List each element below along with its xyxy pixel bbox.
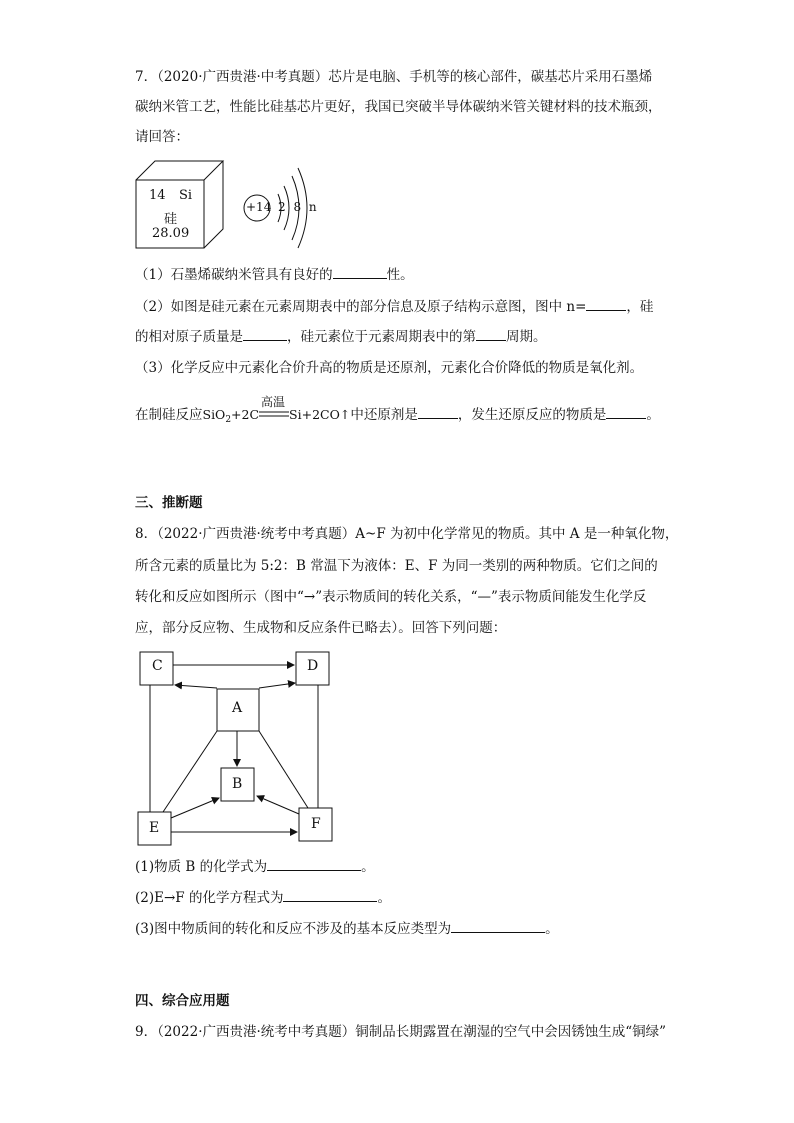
q7-sub-2b [135, 328, 547, 346]
node-c: C [152, 658, 163, 674]
q8-sub-1 [135, 858, 375, 876]
answer-blank[interactable] [283, 889, 377, 902]
q7-sub2a-text: （2）如图是硅元素在元素周期表中的部分信息及原子结构示意图，图中 n= [135, 299, 587, 315]
answer-blank[interactable] [586, 298, 626, 311]
eq-plus-c: +2C [231, 407, 260, 422]
q7-sub-3b [135, 395, 660, 429]
element-number: 14 [149, 188, 166, 203]
electron-shells: 2 8 n [278, 200, 319, 214]
eq-product: Si+2CO↑ [289, 407, 351, 422]
element-mass: 28.09 [152, 226, 190, 241]
q8-line-2: 所含元素的质量比为 5:2：B 常温下为液体：E、F 为同一类别的两种物质。它们之间的 [135, 558, 658, 574]
q7-sub1-tail: 性。 [386, 267, 414, 283]
q7-sub-3: （3）化学反应中元素化合价升高的物质是还原剂，元素化合价降低的物质是氧化剂。 [135, 360, 644, 376]
node-b: B [232, 776, 243, 792]
q7-sub3b-text: 在制硅反应 [135, 407, 203, 423]
q8-sub1-text: (1)物质 B 的化学式为 [135, 859, 268, 875]
q8-sub2-tail: 。 [377, 890, 391, 906]
node-f: F [311, 816, 321, 832]
q7-sub2b-text: 的相对原子质量是 [135, 329, 243, 345]
q7-line-2: 碳纳米管工艺，性能比硅基芯片更好，我国已突破半导体碳纳米管关键材料的技术瓶颈， [135, 99, 662, 115]
atom-structure-diagram [240, 158, 330, 258]
q7-sub2b-mid: ，硅元素位于元素周期表中的第 [287, 329, 476, 345]
equals-sign [259, 409, 289, 421]
element-name: 硅 [164, 212, 178, 227]
answer-blank[interactable] [243, 328, 287, 341]
q7-sub2a-tail: ，硅 [626, 299, 654, 315]
q8-sub3-tail: 。 [545, 921, 559, 937]
node-e: E [149, 820, 160, 836]
q7-line-1: 7．（2020·广西贵港·中考真题）芯片是电脑、手机等的核心部件，碳基芯片采用石墨烯 [135, 69, 653, 85]
answer-blank[interactable] [476, 328, 506, 341]
eq-subscript: 2 [225, 415, 232, 425]
q7-sub-2a [135, 298, 653, 316]
q7-line-3: 请回答： [135, 129, 189, 145]
q8-line-3: 转化和反应如图所示（图中“→”表示物质间的转化关系，“—”表示物质间能发生化学反 [135, 589, 647, 605]
q8-sub-3 [135, 920, 559, 938]
answer-blank[interactable] [333, 266, 387, 279]
answer-blank[interactable] [418, 406, 458, 419]
periodic-table-cell [135, 160, 225, 250]
q7-sub3b-mid: 中还原剂是 [350, 407, 418, 423]
q7-sub1-text: （1）石墨烯碳纳米管具有良好的 [135, 267, 333, 283]
q7-sub2b-tail: 周期。 [506, 329, 547, 345]
section-heading-application: 四、综合应用题 [135, 993, 230, 1009]
eq-condition-arrow [259, 395, 289, 419]
nucleus-charge: +14 [246, 200, 272, 214]
element-symbol: Si [179, 188, 193, 203]
q8-sub1-tail: 。 [361, 859, 375, 875]
node-d: D [307, 658, 319, 674]
section-heading-inference: 三、推断题 [135, 495, 203, 511]
q9-line-1: 9．（2022·广西贵港·统考中考真题）铜制品长期露置在潮湿的空气中会因锈蚀生成“铜绿” [135, 1024, 667, 1040]
q8-line-4: 应，部分反应物、生成物和反应条件已略去）。回答下列问题： [135, 620, 507, 636]
q7-sub3b-tail: 。 [646, 407, 660, 423]
answer-blank[interactable] [451, 920, 545, 933]
node-a: A [232, 700, 243, 716]
relation-diagram [130, 648, 345, 848]
answer-blank[interactable] [267, 858, 361, 871]
q7-sub3b-mid2: ，发生还原反应的物质是 [457, 407, 607, 423]
q8-line-1: 8．（2022·广西贵港·统考中考真题）A~F 为初中化学常见的物质。其中 A 是一种氧化物， [135, 526, 679, 542]
answer-blank[interactable] [606, 406, 646, 419]
q8-sub-2 [135, 889, 391, 907]
q8-sub2-text: (2)E→F 的化学方程式为 [135, 890, 284, 906]
eq-reactant: SiO [202, 407, 226, 422]
q7-sub-1 [135, 266, 414, 284]
reaction-equation [202, 395, 351, 425]
q8-sub3-text: (3)图中物质间的转化和反应不涉及的基本反应类型为 [135, 921, 452, 937]
eq-condition: 高温 [261, 395, 286, 409]
